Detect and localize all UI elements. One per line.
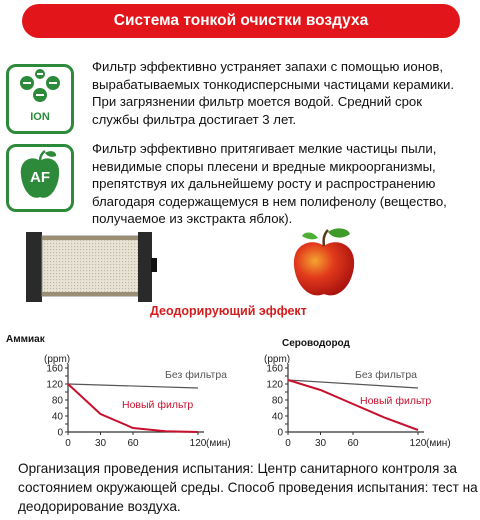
filter-cartridge-image [20, 228, 160, 304]
series-label-new-filter: Новый фильтр [360, 395, 432, 407]
x-axis-unit: (мин) [206, 438, 231, 449]
ion-icon-label: ION [30, 111, 50, 123]
af-icon-label: AF [30, 169, 50, 186]
deodorizing-effect-title: Деодорирующий эффект [150, 304, 307, 318]
header-banner [22, 4, 460, 38]
y-tick-label: 80 [51, 395, 63, 407]
ion-icon [6, 64, 74, 134]
x-tick-label: 0 [65, 438, 71, 449]
x-tick-label: 30 [314, 438, 327, 449]
x-tick-label: 30 [94, 438, 107, 449]
ammonia-chart [28, 344, 260, 456]
y-tick-label: 120 [266, 379, 283, 391]
y-tick-label: 160 [266, 363, 283, 375]
series-line-no-filter [68, 384, 198, 388]
y-tick-label: 80 [271, 395, 283, 407]
y-tick-label: 0 [57, 427, 63, 439]
x-tick-label: 120 [409, 438, 427, 449]
y-tick-label: 0 [277, 427, 283, 439]
x-tick-label: 120 [189, 438, 207, 449]
y-tick-label: 40 [271, 411, 283, 423]
y-axis-unit: (ppm) [44, 354, 71, 365]
series-label-new-filter: Новый фильтр [122, 399, 194, 411]
af-apple-icon [6, 144, 74, 212]
y-tick-label: 160 [46, 363, 63, 375]
y-tick-label: 120 [46, 379, 63, 391]
x-tick-label: 60 [347, 438, 359, 449]
series-label-no-filter: Без фильтра [165, 369, 228, 381]
af-description: Фильтр эффективно притягивает мелкие частицы пыли, невидимые споры плесени и вредные микроорганизмы, препятствуя их дальнейшему росту и распространению благодаря содержащемуся в нем полифенолу (вещество, получаемое из экстракта яблок). [92, 141, 447, 226]
series-label-no-filter: Без фильтра [355, 369, 418, 381]
test-conditions-footer: Организация проведения испытания: Центр санитарного контроля за состоянием окружающей среды. Способ проведения испытания: тест на деодорирование воздуха. [18, 461, 478, 514]
apple-image [288, 224, 360, 300]
x-tick-label: 60 [127, 438, 139, 449]
x-axis-unit: (мин) [426, 438, 451, 449]
chart-h2s-title: Сероводород [282, 338, 350, 349]
x-tick-label: 0 [285, 438, 291, 449]
y-axis-unit: (ppm) [264, 354, 291, 365]
ion-description: Фильтр эффективно устраняет запахи с помощью ионов, вырабатываемых тонкодисперсными частицами керамики. При загрязнении фильтр моется водой. Средний срок службы фильтра достигает 3 лет. [92, 59, 455, 127]
chart-ammonia-title: Аммиак [6, 334, 45, 345]
hydrogen-sulfide-chart [248, 346, 480, 456]
y-tick-label: 40 [51, 411, 63, 423]
page-title: Система тонкой очистки воздуха [113, 12, 369, 29]
